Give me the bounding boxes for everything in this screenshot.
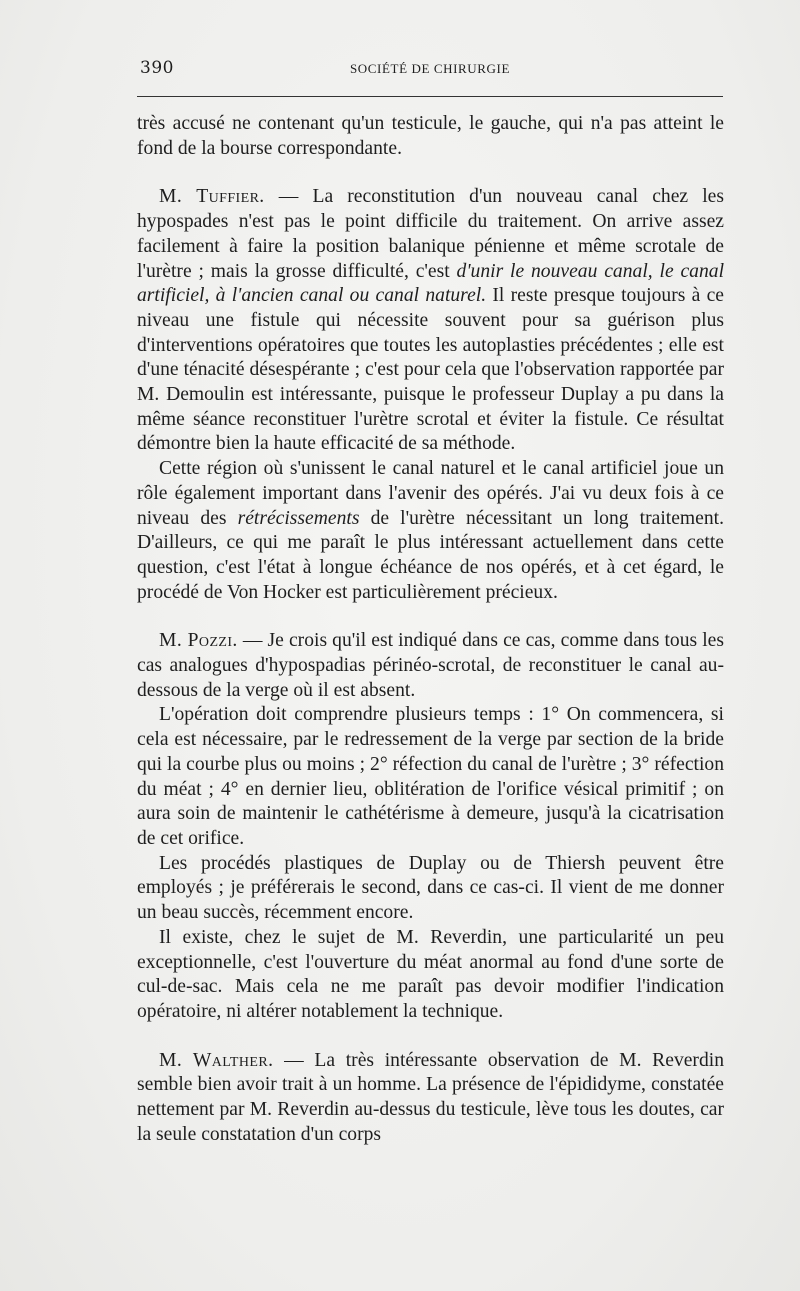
- header-rule: [137, 96, 723, 97]
- pozzi-paragraph-2: L'opération doit comprendre plusieurs temps : 1° On commencera, si cela est nécessaire, par le redressement de la verge par section de la bride qui la courbe plus ou moins ; 2° réfection du canal de l'urètre ; 3° réfection du méat ; 4° en dernier lieu, oblitération de l'orifice vésical primitif ; on aura soin de maintenir le cathétérisme à demeure, jusqu'à la cicatrisation de cet orifice.: [137, 704, 724, 849]
- journal-title: SOCIÉTÉ DE CHIRURGIE: [349, 61, 511, 76]
- tuffier-text-1b: Il reste presque toujours à ce niveau une fistule qui nécessite souvent pour sa guérison plus d'interventions opératoires que toutes les autoplasties précédentes ; elle est d'une ténacité désespérante ; c'est pour cela que l'observation rapportée par M. Demoulin est intéressante, puisque le professeur Duplay a pu dans la même séance reconstituer l'urètre scrotal et éviter la fistule. Ce résultat démontre bien la haute efficacité de sa méthode.: [137, 285, 724, 455]
- tuffier-italic-2: rétrécissements: [237, 507, 360, 529]
- tuffier-text-1a: — La reconstitution d'un nouveau canal chez les hypospades n'est pas le point difficile du traitement. On arrive assez facilement à faire la position balanique pénienne et même scrotale de l'urètre ; mais la grosse difficulté, c'est: [137, 186, 724, 282]
- tuffier-text-2a: Cette région où s'unissent le canal naturel et le canal artificiel joue un rôle également important dans l'avenir des opérés. J'ai vu deux fois à ce niveau des: [137, 458, 724, 529]
- tuffier-paragraph-1: [137, 185, 724, 457]
- speaker-tuffier: M. Tuffier.: [159, 186, 265, 208]
- pozzi-paragraph-4: Il existe, chez le sujet de M. Reverdin, une particularité un peu exceptionnelle, c'est l'ouverture du méat anormal au fond d'une sorte de cul-de-sac. Mais cela ne me paraît pas devoir modifier l'indication opératoire, ni altérer notablement la technique.: [137, 926, 724, 1022]
- tuffier-paragraph-2: [137, 457, 724, 605]
- walther-paragraph-1: [137, 1049, 724, 1148]
- walther-text-1: — La très intéressante observation de M. Reverdin semble bien avoir trait à un homme. La présence de l'épididyme, constatée nettement par M. Reverdin au-dessus du testicule, lève tous les doutes, car la seule constatation d'un corps: [137, 1049, 724, 1145]
- section-gap: [137, 1025, 724, 1049]
- speaker-pozzi: M. Pozzi.: [159, 630, 238, 652]
- page-number: 390: [140, 58, 174, 78]
- intro-paragraph: très accusé ne contenant qu'un testicule, le gauche, qui n'a pas atteint le fond de la bourse correspondante.: [137, 113, 724, 159]
- pozzi-text-1: — Je crois qu'il est indiqué dans ce cas, comme dans tous les cas analogues d'hypospadias périnéo-scrotal, de reconstituer le canal au-dessous de la verge où il est absent.: [137, 630, 724, 701]
- running-head: [137, 58, 723, 84]
- pozzi-paragraph-1: [137, 629, 724, 703]
- section-gap: [137, 605, 724, 629]
- pozzi-paragraph-3: Les procédés plastiques de Duplay ou de Thiersh peuvent être employés ; je préférerais le second, dans ce cas-ci. Il vient de me donner un beau succès, récemment encore.: [137, 852, 724, 924]
- body-text: [137, 112, 724, 1147]
- tuffier-text-2b: de l'urètre nécessitant un long traitement. D'ailleurs, ce qui me paraît le plus intéressant actuellement dans cette question, c'est l'état à longue échéance de nos opérés, et à cet égard, le procédé de Von Hocker est particulièrement précieux.: [137, 507, 724, 603]
- speaker-walther: M. Walther.: [159, 1049, 274, 1071]
- section-gap: [137, 161, 724, 185]
- tuffier-italic-1: d'unir le nouveau canal, le canal artificiel, à l'ancien canal ou canal naturel.: [137, 260, 725, 307]
